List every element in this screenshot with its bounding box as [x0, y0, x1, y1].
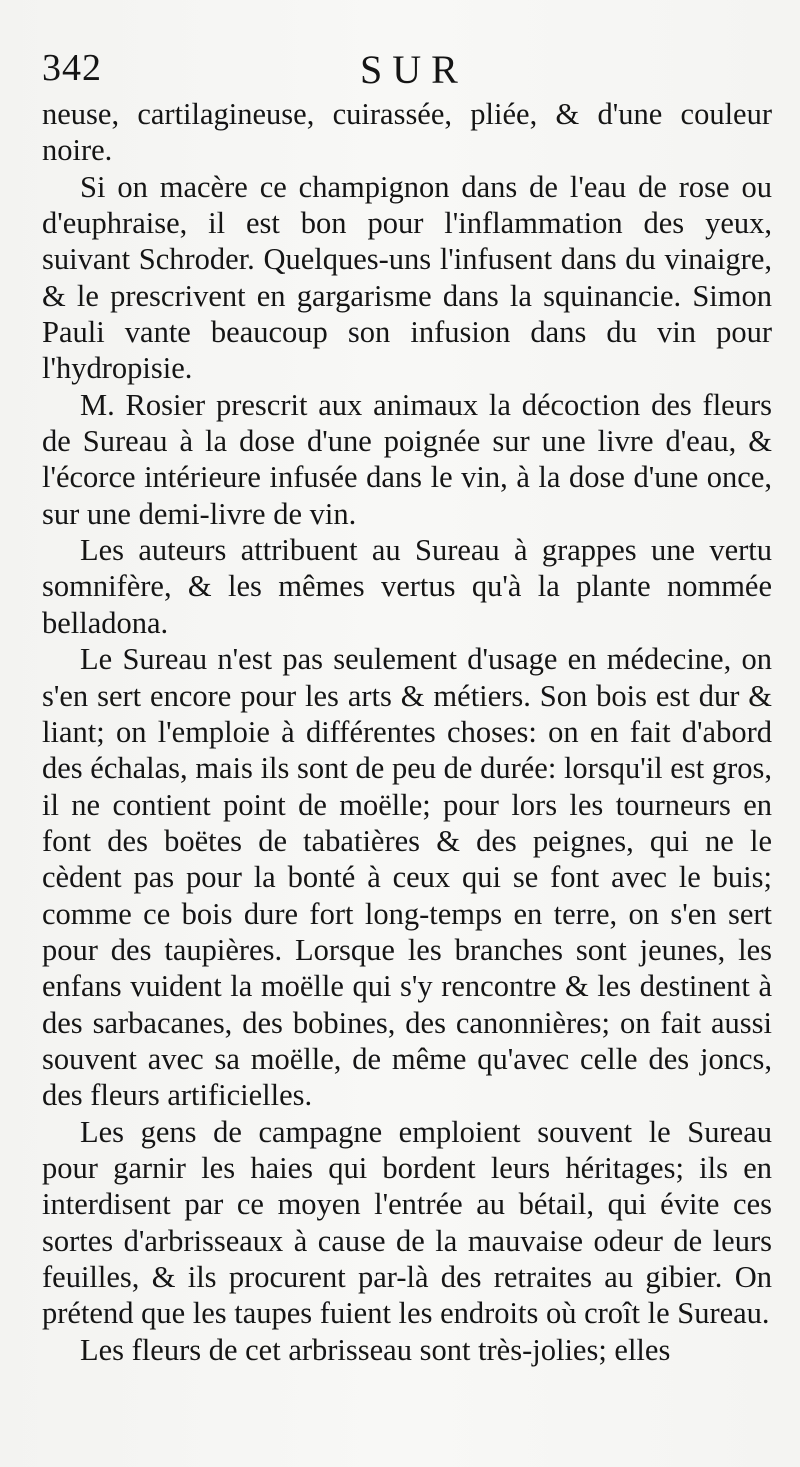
paragraph: Les fleurs de cet arbrisseau sont très-jolies; elles [80, 1332, 671, 1367]
paragraph: Si on macère ce champignon dans de l'eau de rose ou d'euphraise, il est bon pour l'inflammation des yeux, suivant Schroder. Quelques-uns l'infusent dans du vinaigre, & le prescrivent en gargarisme dans la squinancie. Simon Pauli vante beaucoup son infusion dans du vin pour l'hydropisie. [42, 169, 772, 386]
page-header [42, 46, 770, 92]
paragraph: Les gens de campagne emploient souvent le Sureau pour garnir les haies qui bordent leurs héritages; ils en interdisent par ce moyen l'entrée au bétail, qui évite ces sortes d'arbrisseaux à cause de la mauvaise odeur de leurs feuilles, & ils procurent par-là des retraites au gibier. On prétend que les taupes fuient les endroits où croît le Sureau. [42, 1114, 772, 1331]
paragraph: M. Rosier prescrit aux animaux la décoction des fleurs de Sureau à la dose d'une poignée sur une livre d'eau, & l'écorce intérieure infusée dans le vin, à la dose d'une once, sur une demi-livre de vin. [42, 387, 772, 531]
running-head: SUR [360, 47, 468, 92]
page-number: 342 [42, 47, 102, 89]
body-text [42, 96, 772, 1368]
paragraph-continuation: neuse, cartilagineuse, cuirassée, pliée, & d'une couleur noire. [42, 97, 772, 168]
paragraph: Le Sureau n'est pas seulement d'usage en médecine, on s'en sert encore pour les arts & métiers. Son bois est dur & liant; on l'emploie à différentes choses: on en fait d'abord des échalas, mais ils sont de peu de durée: lorsqu'il est gros, il ne contient point de moëlle; pour lors les tourneurs en font des boëtes de tabatières & des peignes, qui ne le cèdent pas pour la bonté à ceux qui se font avec le buis; comme ce bois dure fort long-temps en terre, on s'en sert pour des taupières. Lorsque les branches sont jeunes, les enfans vuident la moëlle qui s'y rencontre & les destinent à des sarbacanes, des bobines, des canonnières; on fait aussi souvent avec sa moëlle, de même qu'avec celle des joncs, des fleurs artificielles. [42, 642, 772, 1113]
paragraph: Les auteurs attribuent au Sureau à grappes une vertu somnifère, & les mêmes vertus qu'à la plante nommée belladona. [42, 533, 772, 640]
